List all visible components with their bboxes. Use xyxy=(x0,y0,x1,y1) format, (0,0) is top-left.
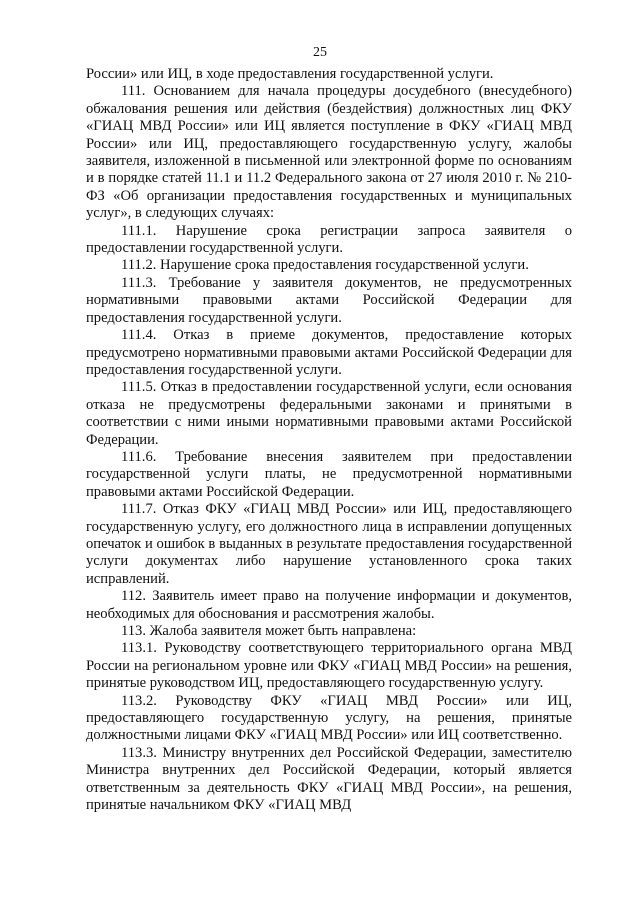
paragraph: 111.7. Отказ ФКУ «ГИАЦ МВД России» или ИЦ, предоставляющего государственную услугу, его должностного лица в исправлении допущенных опечаток и ошибок в выданных в результате предоставления государственной услуги документах либо нарушение установленного срока таких исправлений. xyxy=(86,501,572,587)
paragraph: 113.2. Руководству ФКУ «ГИАЦ МВД России» или ИЦ, предоставляющего государственную услугу, на решения, принятые должностными лицами ФКУ «ГИАЦ МВД России» или ИЦ соответственно. xyxy=(86,692,572,744)
paragraph: 111.1. Нарушение срока регистрации запроса заявителя о предоставлении государственной услуги. xyxy=(86,222,572,257)
paragraph: 112. Заявитель имеет право на получение информации и документов, необходимых для обоснования и рассмотрения жалобы. xyxy=(86,588,572,622)
paragraph: 111.6. Требование внесения заявителем при предоставлении государственной услуги платы, не предусмотренной нормативными правовыми актами Российской Федерации. xyxy=(86,448,572,500)
paragraph: 111.4. Отказ в приеме документов, предоставление которых предусмотрено нормативными правовыми актами Российской Федерации для предоставления государственной услуги. xyxy=(86,327,572,378)
paragraph: 111.3. Требование у заявителя документов, не предусмотренных нормативными правовыми актами Российской Федерации для предоставления государственной услуги. xyxy=(86,274,572,326)
paragraph: 111.5. Отказ в предоставлении государственной услуги, если основания отказа не предусмотрены федеральными законами и принятыми в соответствии с ними иными нормативными правовыми актами Российской Федерации. xyxy=(86,379,572,448)
paragraph: 113.3. Министру внутренних дел Российской Федерации, заместителю Министра внутренних дел Российской Федерации, который является ответственным за деятельность ФКУ «ГИАЦ МВД России», на решения, принятые начальником ФКУ «ГИАЦ МВД xyxy=(86,744,572,814)
paragraph: 113. Жалоба заявителя может быть направлена: xyxy=(121,623,417,639)
document-body xyxy=(86,66,572,814)
paragraph: 111.2. Нарушение срока предоставления государственной услуги. xyxy=(121,257,529,274)
paragraph: 113.1. Руководству соответствующего территориального органа МВД России на региональном уровне или ФКУ «ГИАЦ МВД России» на решения, принятые руководством ИЦ, предоставляющего государственную услугу. xyxy=(86,640,572,692)
page-number: 25 xyxy=(313,45,327,60)
paragraph: России» или ИЦ, в ходе предоставления государственной услуги. xyxy=(86,66,494,82)
paragraph: 111. Основанием для начала процедуры досудебного (внесудебного) обжалования решения или действия (бездействия) должностных лиц ФКУ «ГИАЦ МВД России» или ИЦ является поступление в ФКУ «ГИАЦ МВД России» или ИЦ, предоставляющего государственную услугу, жалобы заявителя, изложенной в письменной или электронной форме по основаниям и в порядке статей 11.1 и 11.2 Федерального закона от 27 июля 2010 г. № 210-ФЗ «Об организации предоставления государственных и муниципальных услуг», в следующих случаях: xyxy=(86,83,572,222)
